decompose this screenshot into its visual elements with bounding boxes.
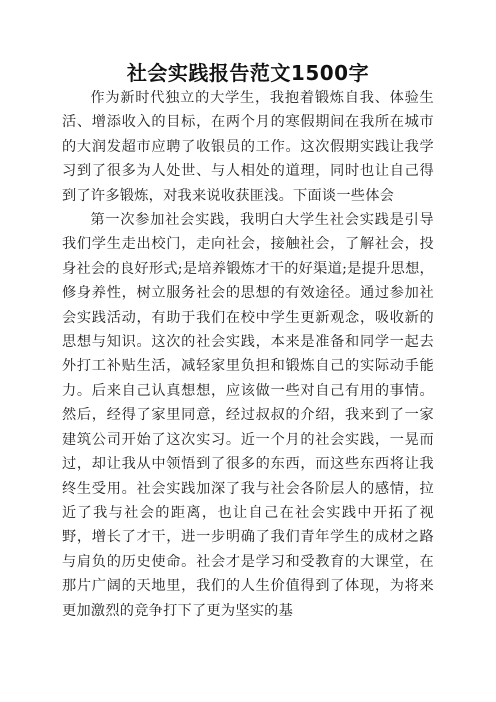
- document-body: [62, 86, 434, 623]
- paragraph: 第一次参加社会实践，我明白大学生社会实践是引导我们学生走出校门，走向社会，接触社会，了解社会，投身社会的良好形式;是培养锻炼才干的好渠道;是提升思想，修身养性，树立服务社会的思想的有效途径。通过参加社会实践活动，有助于我们在校中学生更新观念，吸收新的思想与知识。这次的社会实践，本来是准备和同学一起去外打工补贴生活，减轻家里负担和锻炼自己的实际动手能力。后来自己认真想想，应该做一些对自己有用的事情。然后，经得了家里同意，经过叔叔的介绍，我来到了一家建筑公司开始了这次实习。近一个月的社会实践，一晃而过，却让我从中领悟到了很多的东西，而这些东西将让我终生受用。社会实践加深了我与社会各阶层人的感情，拉近了我与社会的距离，也让自己在社会实践中开拓了视野，增长了才干，进一步明确了我们青年学生的成材之路与肩负的历史使命。社会才是学习和受教育的大课堂，在那片广阔的天地里，我们的人生价值得到了体现，为将来更加激烈的竞争打下了更为坚实的基: [62, 212, 434, 619]
- document-title: 社会实践报告范文1500字: [126, 61, 370, 85]
- paragraph: 作为新时代独立的大学生，我抱着锻炼自我、体验生活、增添收入的目标，在两个月的寒假期间在我所在城市的大润发超市应聘了收银员的工作。这次假期实践让我学习到了很多为人处世、与人相处的道理，同时也让自己得到了许多锻炼，对我来说收获匪浅。下面谈一些体会: [62, 90, 434, 204]
